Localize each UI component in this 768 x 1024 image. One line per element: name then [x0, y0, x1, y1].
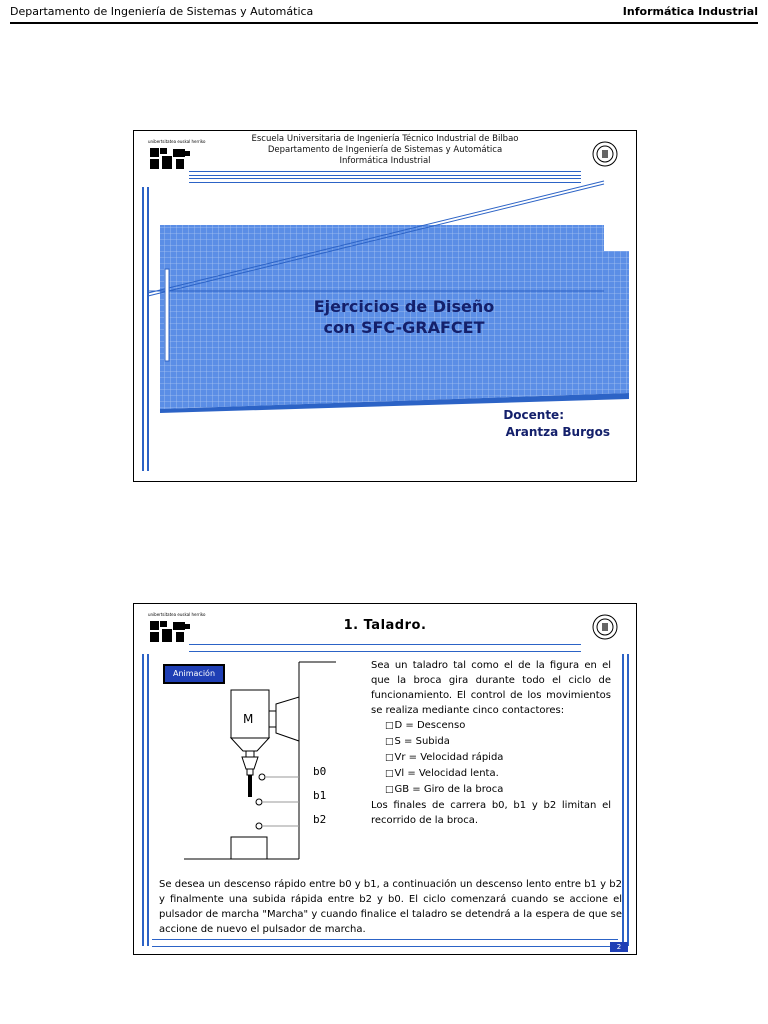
page-header-course: Informática Industrial: [622, 5, 758, 18]
left-rule-2: [147, 187, 149, 471]
drill-description: [371, 658, 611, 828]
header-course: Informática Industrial: [339, 156, 431, 166]
title-line-1: Ejercicios de Diseño: [313, 297, 495, 316]
page-header: [10, 2, 758, 24]
lecturer-name: Arantza Burgos: [505, 425, 610, 439]
slide-title-text: 1. Taladro.: [343, 618, 427, 633]
left-rule-2: [147, 654, 149, 946]
contactor-list: [371, 718, 611, 798]
motor-label: M: [243, 712, 254, 726]
title-line-2: con SFC-GRAFCET: [323, 318, 485, 337]
intro-text: Sea un taladro tal como el de la figura en el que la broca gira durante todo el ciclo de funcionamiento. El control de los movimientos se realiza mediante cinco contactores:: [371, 660, 611, 716]
header-school: Escuela Universitaria de Ingeniería Técnico Industrial de Bilbao: [251, 134, 519, 144]
header-divider: [189, 644, 581, 652]
right-rule-1: [622, 654, 624, 946]
slide-taladro: [133, 603, 637, 955]
drill-diagram: [179, 659, 369, 864]
animation-button[interactable]: Animación: [163, 664, 225, 684]
header-department: Departamento de Ingeniería de Sistemas y Automática: [267, 145, 503, 155]
sensor-b2-label: b2: [313, 813, 327, 826]
contactor-item: □ Vr = Velocidad rápida: [385, 750, 611, 766]
left-rule-1: [142, 654, 144, 946]
limit-switch-text: Los finales de carrera b0, b1 y b2 limitan el recorrido de la broca.: [371, 800, 611, 826]
logo-caption: unibertsitatea euskal herriko: [148, 612, 206, 617]
lecturer-label: Docente:: [503, 408, 564, 422]
lecturer-block: [503, 407, 610, 441]
slide-page-number: 2: [610, 942, 628, 952]
exercise-statement: Se desea un descenso rápido entre b0 y b1, a continuación un descenso lento entre b1 y b2 y finalmente una subida rápida entre b2 y b0. El ciclo comenzará cuando se accione el pulsador de marcha "Marcha" y cuando finalice el taladro se detendrá a la espera de que se accione de nuevo el pulsador de marcha.: [159, 879, 622, 935]
header-divider-2: [189, 175, 581, 183]
contactor-item: □ Vl = Velocidad lenta.: [385, 766, 611, 782]
presentation-title: [254, 296, 554, 338]
seal-icon: [592, 614, 618, 640]
contactor-item: □ S = Subida: [385, 734, 611, 750]
slide-title: [133, 130, 637, 482]
logo-caption: unibertsitatea euskal herriko: [148, 139, 206, 144]
sensor-b1-label: b1: [313, 789, 327, 802]
contactor-item: □ GB = Giro de la broca: [385, 782, 611, 798]
page-header-department: Departamento de Ingeniería de Sistemas y Automática: [10, 5, 314, 18]
contactor-item: □ D = Descenso: [385, 718, 611, 734]
footer-divider: [152, 939, 618, 947]
left-rule-1: [142, 187, 144, 471]
sensor-b0-label: b0: [313, 765, 327, 778]
right-rule-2: [627, 654, 629, 946]
